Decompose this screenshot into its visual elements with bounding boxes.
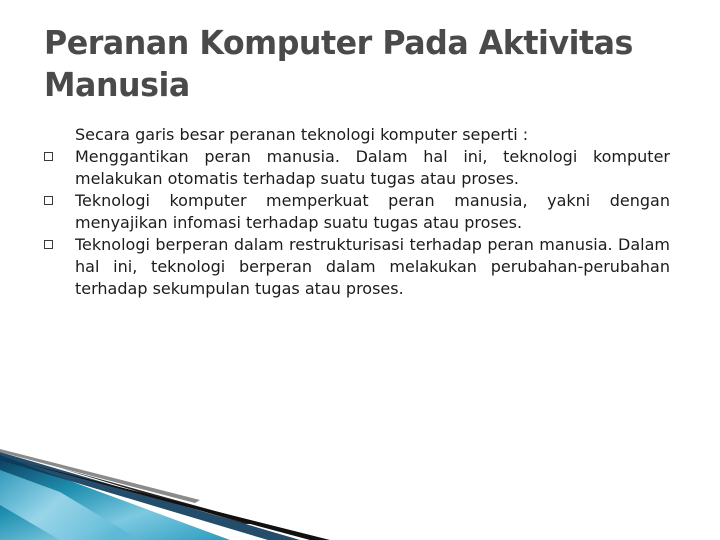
bullet-list — [44, 146, 670, 300]
bullet-item — [44, 190, 670, 234]
slide-body — [44, 124, 670, 300]
teal-wedge-shape — [0, 455, 230, 540]
bullet-text: Menggantikan peran manusia. Dalam hal ini, teknologi komputer melakukan otomatis terhadap suatu tugas atau proses. — [75, 147, 670, 188]
bullet-item — [44, 146, 670, 190]
bullet-item — [44, 234, 670, 300]
square-bullet-icon — [44, 152, 53, 161]
square-bullet-icon — [44, 240, 53, 249]
black-stripe-shape — [60, 468, 262, 524]
navy-stripe-shape — [0, 452, 300, 540]
light-band-shape — [0, 470, 140, 540]
grey-stripe-shape — [0, 449, 200, 503]
bullet-text: Teknologi komputer memperkuat peran manusia, yakni dengan menyajikan infomasi terhadap suatu tugas atau proses. — [75, 191, 670, 232]
square-bullet-icon — [44, 196, 53, 205]
bullet-text: Teknologi berperan dalam restrukturisasi terhadap peran manusia. Dalam hal ini, teknologi berperan dalam melakukan perubahan-perubahan terhadap sekumpulan tugas atau proses. — [75, 235, 670, 298]
black-stripe-shape — [20, 462, 330, 540]
intro-text: Secara garis besar peranan teknologi komputer seperti : — [75, 125, 529, 144]
slide-title: Peranan Komputer Pada Aktivitas Manusia — [44, 23, 633, 104]
